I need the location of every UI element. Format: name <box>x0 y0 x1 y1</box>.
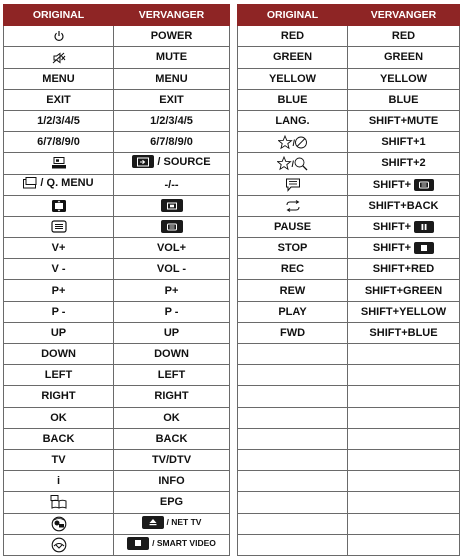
empty-cell <box>348 449 460 470</box>
empty-cell <box>238 449 348 470</box>
empty-cell <box>238 365 348 386</box>
empty-row <box>238 471 460 492</box>
replacement-cell: SHIFT+GREEN <box>348 280 460 301</box>
empty-row <box>238 492 460 513</box>
replacement-cell: YELLOW <box>348 68 460 89</box>
table-row <box>238 47 460 68</box>
original-cell: LEFT <box>4 365 114 386</box>
original-cell <box>238 174 348 195</box>
replacement-cell: SHIFT+MUTE <box>348 110 460 131</box>
table-row <box>4 492 230 513</box>
net-tv-icon <box>51 516 67 532</box>
svg-text:/: / <box>292 137 295 148</box>
table-row <box>238 301 460 322</box>
replacement-cell: SHIFT+1 <box>348 132 460 153</box>
power-icon <box>53 30 65 42</box>
replacement-cell: SHIFT+YELLOW <box>348 301 460 322</box>
star-search-icon <box>277 156 309 171</box>
table-row <box>4 449 230 470</box>
table-row <box>4 428 230 449</box>
replacement-cell: GREEN <box>348 47 460 68</box>
table-row <box>238 195 460 216</box>
empty-cell <box>238 513 348 534</box>
table-row <box>4 513 230 534</box>
original-cell <box>238 153 348 174</box>
original-cell: 6/7/8/9/0 <box>4 132 114 153</box>
replacement-cell: POWER <box>114 26 230 47</box>
replacement-label: / NET TV <box>166 517 202 528</box>
empty-cell <box>238 386 348 407</box>
original-cell <box>4 534 114 555</box>
original-cell: PLAY <box>238 301 348 322</box>
empty-cell <box>348 513 460 534</box>
smart-video-icon <box>51 537 67 553</box>
replacement-cell: UP <box>114 322 230 343</box>
replacement-cell: -/-- <box>114 174 230 195</box>
text-button-icon <box>414 179 434 191</box>
header-original: ORIGINAL <box>238 5 348 26</box>
stop-button-icon <box>127 537 149 550</box>
table-row <box>4 259 230 280</box>
replacement-cell <box>114 534 230 555</box>
original-cell: P+ <box>4 280 114 301</box>
empty-cell <box>348 471 460 492</box>
source-icon <box>51 157 67 169</box>
empty-row <box>238 513 460 534</box>
table-row <box>4 322 230 343</box>
original-cell <box>4 47 114 68</box>
table-row <box>4 110 230 131</box>
text-button-icon <box>161 220 183 233</box>
original-cell: BACK <box>4 428 114 449</box>
table-row <box>238 259 460 280</box>
replacement-cell <box>348 174 460 195</box>
mute-speaker-icon <box>52 52 66 64</box>
original-cell: RIGHT <box>4 386 114 407</box>
empty-cell <box>348 344 460 365</box>
replacement-cell: VOL+ <box>114 238 230 259</box>
original-cell: V+ <box>4 238 114 259</box>
original-cell: V - <box>4 259 114 280</box>
empty-row <box>238 449 460 470</box>
table-row <box>238 238 460 259</box>
replacement-cell: TV/DTV <box>114 449 230 470</box>
empty-cell <box>348 534 460 555</box>
replacement-label: SHIFT+ <box>372 242 412 255</box>
replacement-cell: EPG <box>114 492 230 513</box>
pause-button-icon <box>414 221 434 233</box>
replacement-cell: BLUE <box>348 89 460 110</box>
original-cell: EXIT <box>4 89 114 110</box>
table-row <box>4 534 230 555</box>
original-cell <box>4 513 114 534</box>
table-row <box>238 280 460 301</box>
right-mapping-table <box>237 4 460 556</box>
table-row <box>4 386 230 407</box>
replacement-cell: VOL - <box>114 259 230 280</box>
table-row <box>4 471 230 492</box>
empty-row <box>238 428 460 449</box>
replacement-cell: INFO <box>114 471 230 492</box>
original-label: / Q. MENU <box>40 177 94 190</box>
empty-row <box>238 386 460 407</box>
replacement-cell: MUTE <box>114 47 230 68</box>
original-cell: MENU <box>4 68 114 89</box>
original-cell: REC <box>238 259 348 280</box>
replacement-cell <box>114 216 230 237</box>
empty-cell <box>238 492 348 513</box>
table-row <box>4 68 230 89</box>
table-row <box>4 344 230 365</box>
empty-row <box>238 344 460 365</box>
star-disc-icon <box>278 135 308 150</box>
original-cell <box>4 153 114 174</box>
replacement-cell: P+ <box>114 280 230 301</box>
replacement-label: SHIFT+ <box>372 220 412 233</box>
table-row <box>4 195 230 216</box>
empty-cell <box>348 386 460 407</box>
table-row <box>238 153 460 174</box>
replacement-cell <box>114 513 230 534</box>
epg-book-icon <box>50 495 68 509</box>
table-row <box>4 153 230 174</box>
original-cell: LANG. <box>238 110 348 131</box>
replacement-cell <box>348 216 460 237</box>
empty-cell <box>238 534 348 555</box>
subtitle-icon <box>285 178 301 192</box>
replacement-label: / SOURCE <box>157 155 211 168</box>
table-row <box>4 280 230 301</box>
empty-row <box>238 365 460 386</box>
replacement-cell: SHIFT+2 <box>348 153 460 174</box>
original-cell <box>4 174 114 195</box>
header-original: ORIGINAL <box>4 5 114 26</box>
empty-cell <box>238 471 348 492</box>
svg-text:/: / <box>291 158 294 169</box>
swap-arrows-icon <box>284 200 302 212</box>
table-row <box>4 89 230 110</box>
replacement-cell: OK <box>114 407 230 428</box>
table-row <box>4 216 230 237</box>
original-cell: YELLOW <box>238 68 348 89</box>
source-button-icon <box>132 155 154 168</box>
empty-cell <box>348 407 460 428</box>
table-row <box>238 89 460 110</box>
table-row <box>238 26 460 47</box>
replacement-cell: LEFT <box>114 365 230 386</box>
replacement-cell: RED <box>348 26 460 47</box>
empty-row <box>238 534 460 555</box>
replacement-cell: SHIFT+RED <box>348 259 460 280</box>
original-cell: PAUSE <box>238 216 348 237</box>
replacement-cell: BACK <box>114 428 230 449</box>
original-cell <box>4 26 114 47</box>
original-cell: GREEN <box>238 47 348 68</box>
original-cell <box>238 132 348 153</box>
replacement-cell: 6/7/8/9/0 <box>114 132 230 153</box>
empty-cell <box>238 428 348 449</box>
table-row <box>4 365 230 386</box>
empty-cell <box>348 365 460 386</box>
replacement-cell <box>114 153 230 174</box>
original-cell <box>4 195 114 216</box>
original-cell: RED <box>238 26 348 47</box>
replacement-cell <box>114 195 230 216</box>
original-cell <box>4 216 114 237</box>
replacement-cell: DOWN <box>114 344 230 365</box>
table-row <box>238 174 460 195</box>
header-replacement: VERVANGER <box>348 5 460 26</box>
table-row <box>238 216 460 237</box>
original-cell: BLUE <box>238 89 348 110</box>
original-cell: i <box>4 471 114 492</box>
table-row <box>238 110 460 131</box>
replacement-cell: SHIFT+BACK <box>348 195 460 216</box>
original-cell: OK <box>4 407 114 428</box>
original-cell: P - <box>4 301 114 322</box>
replacement-cell: 1/2/3/4/5 <box>114 110 230 131</box>
empty-row <box>238 407 460 428</box>
replacement-cell: SHIFT+BLUE <box>348 322 460 343</box>
table-row <box>4 132 230 153</box>
empty-cell <box>348 492 460 513</box>
table-row <box>4 238 230 259</box>
table-row <box>4 26 230 47</box>
eject-button-icon <box>142 516 164 529</box>
empty-cell <box>238 344 348 365</box>
empty-cell <box>238 407 348 428</box>
replacement-cell: P - <box>114 301 230 322</box>
original-cell: DOWN <box>4 344 114 365</box>
table-row <box>4 174 230 195</box>
screen-format-icon <box>51 199 67 213</box>
screen-format-button-icon <box>161 199 183 212</box>
original-cell: REW <box>238 280 348 301</box>
q-menu-icon <box>23 177 37 189</box>
empty-cell <box>348 428 460 449</box>
table-row <box>238 322 460 343</box>
header-replacement: VERVANGER <box>114 5 230 26</box>
replacement-label: / SMART VIDEO <box>152 538 216 549</box>
table-row <box>4 301 230 322</box>
replacement-cell: MENU <box>114 68 230 89</box>
replacement-cell: EXIT <box>114 89 230 110</box>
table-row <box>238 68 460 89</box>
text-icon <box>51 220 67 233</box>
original-cell: 1/2/3/4/5 <box>4 110 114 131</box>
original-cell <box>238 195 348 216</box>
table-row <box>238 132 460 153</box>
stop-button-icon <box>414 242 434 254</box>
original-cell: UP <box>4 322 114 343</box>
original-cell: STOP <box>238 238 348 259</box>
original-cell: FWD <box>238 322 348 343</box>
original-cell <box>4 492 114 513</box>
replacement-cell: RIGHT <box>114 386 230 407</box>
table-row <box>4 407 230 428</box>
replacement-cell <box>348 238 460 259</box>
original-cell: TV <box>4 449 114 470</box>
left-mapping-table <box>3 4 230 556</box>
replacement-label: SHIFT+ <box>372 178 412 191</box>
table-row <box>4 47 230 68</box>
